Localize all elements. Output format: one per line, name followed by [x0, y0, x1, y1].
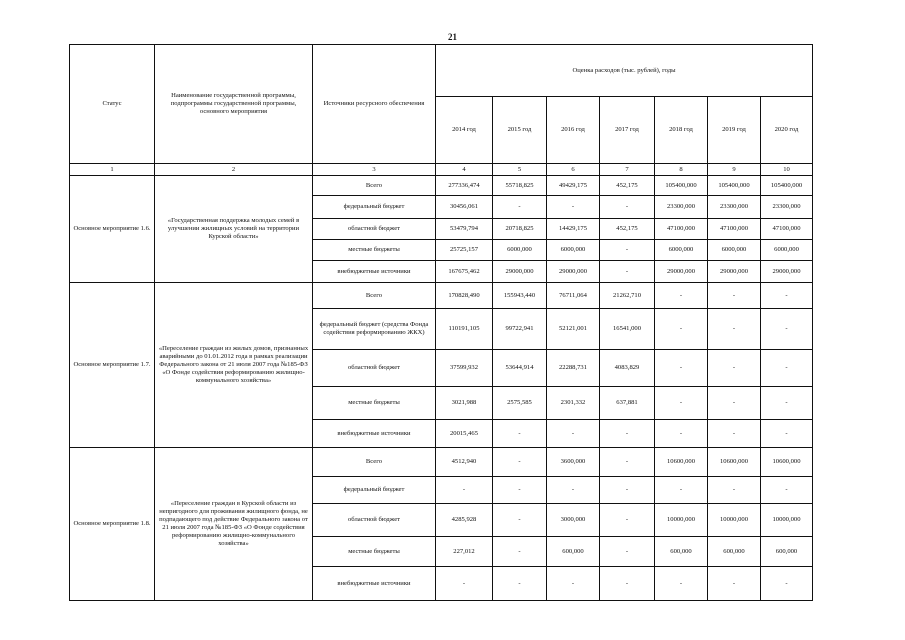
value-cell: -	[547, 477, 600, 504]
value-cell: -	[708, 387, 761, 420]
value-cell: 53644,914	[493, 350, 547, 387]
column-number: 10	[761, 164, 813, 176]
value-cell: -	[761, 477, 813, 504]
value-cell: 2575,585	[493, 387, 547, 420]
value-cell: 4083,829	[600, 350, 655, 387]
column-number: 2	[155, 164, 313, 176]
funding-source-cell: федеральный бюджет (средства Фонда содействия реформированию ЖКХ)	[313, 309, 436, 350]
value-cell: -	[708, 309, 761, 350]
value-cell: -	[761, 309, 813, 350]
header-year: 2015 год	[493, 97, 547, 164]
value-cell: 155943,440	[493, 283, 547, 309]
value-cell: 452,175	[600, 219, 655, 240]
value-cell: 6000,000	[708, 240, 761, 261]
value-cell: -	[655, 350, 708, 387]
value-cell: 20718,825	[493, 219, 547, 240]
value-cell: 55718,825	[493, 176, 547, 196]
value-cell: -	[547, 420, 600, 448]
value-cell: 29000,000	[761, 261, 813, 283]
value-cell: 4285,928	[436, 504, 493, 537]
value-cell: -	[436, 477, 493, 504]
value-cell: 6000,000	[761, 240, 813, 261]
column-number-row	[70, 164, 813, 176]
value-cell: 110191,105	[436, 309, 493, 350]
value-cell: 47100,000	[761, 219, 813, 240]
value-cell: 10000,000	[655, 504, 708, 537]
value-cell: -	[600, 448, 655, 477]
table-header	[70, 45, 813, 176]
funding-source-cell: Всего	[313, 448, 436, 477]
funding-source-cell: внебюджетные источники	[313, 261, 436, 283]
value-cell: 10000,000	[708, 504, 761, 537]
value-cell: 29000,000	[493, 261, 547, 283]
header-year: 2014 год	[436, 97, 493, 164]
table-body	[70, 176, 813, 601]
column-number: 9	[708, 164, 761, 176]
program-name-cell: «Переселение граждан из жилых домов, признанных аварийными до 01.01.2012 года в рамках реализации Федерального закона от 21 июля 2007 года №185-ФЗ «О Фонде содействия реформированию жилищно-коммунального хозяйства»	[155, 283, 313, 448]
value-cell: 99722,941	[493, 309, 547, 350]
value-cell: -	[600, 420, 655, 448]
value-cell: -	[655, 283, 708, 309]
header-year: 2017 год	[600, 97, 655, 164]
page-number: 21	[448, 32, 457, 42]
value-cell: -	[708, 477, 761, 504]
value-cell: 277336,474	[436, 176, 493, 196]
value-cell: -	[708, 350, 761, 387]
header-year: 2016 год	[547, 97, 600, 164]
value-cell: -	[493, 504, 547, 537]
value-cell: 29000,000	[708, 261, 761, 283]
value-cell: 600,000	[708, 537, 761, 567]
value-cell: -	[600, 477, 655, 504]
value-cell: 29000,000	[655, 261, 708, 283]
table-row	[70, 176, 813, 196]
value-cell: -	[547, 567, 600, 601]
value-cell: -	[600, 567, 655, 601]
value-cell: 600,000	[655, 537, 708, 567]
funding-source-cell: местные бюджеты	[313, 240, 436, 261]
table-row	[70, 283, 813, 309]
value-cell: -	[655, 309, 708, 350]
program-name-cell: «Переселение граждан в Курской области из непригодного для проживания жилищного фонда, не подпадающего под действие Федерального закона от 21 июля 2007 года №185-ФЗ «О Фонде содействия реформированию жилищно-коммунального хозяйства»	[155, 448, 313, 601]
value-cell: 53479,794	[436, 219, 493, 240]
value-cell: -	[493, 477, 547, 504]
header-year: 2020 год	[761, 97, 813, 164]
value-cell: 6000,000	[493, 240, 547, 261]
value-cell: -	[493, 567, 547, 601]
value-cell: -	[655, 477, 708, 504]
value-cell: -	[761, 350, 813, 387]
program-name-cell: «Государственная поддержка молодых семей в улучшении жилищных условий на территории Курской области»	[155, 176, 313, 283]
value-cell: 10600,000	[708, 448, 761, 477]
value-cell: 52121,001	[547, 309, 600, 350]
value-cell: -	[493, 196, 547, 219]
table-row	[70, 448, 813, 477]
value-cell: 105400,000	[761, 176, 813, 196]
value-cell: -	[493, 537, 547, 567]
value-cell: 30456,061	[436, 196, 493, 219]
value-cell: 47100,000	[708, 219, 761, 240]
value-cell: -	[600, 537, 655, 567]
value-cell: 600,000	[547, 537, 600, 567]
value-cell: -	[761, 283, 813, 309]
column-number: 3	[313, 164, 436, 176]
value-cell: 3000,000	[547, 504, 600, 537]
value-cell: 14429,175	[547, 219, 600, 240]
budget-table	[69, 44, 813, 601]
funding-source-cell: областной бюджет	[313, 504, 436, 537]
value-cell: 23300,000	[761, 196, 813, 219]
status-cell: Основное мероприятие 1.8.	[70, 448, 155, 601]
value-cell: 2301,332	[547, 387, 600, 420]
value-cell: 16541,000	[600, 309, 655, 350]
value-cell: 25725,157	[436, 240, 493, 261]
value-cell: 4512,940	[436, 448, 493, 477]
header-source: Источники ресурсного обеспечения	[313, 45, 436, 164]
value-cell: 105400,000	[708, 176, 761, 196]
funding-source-cell: федеральный бюджет	[313, 477, 436, 504]
value-cell: 452,175	[600, 176, 655, 196]
value-cell: 6000,000	[547, 240, 600, 261]
funding-source-cell: областной бюджет	[313, 350, 436, 387]
funding-source-cell: областной бюджет	[313, 219, 436, 240]
funding-source-cell: местные бюджеты	[313, 387, 436, 420]
value-cell: -	[655, 567, 708, 601]
column-number: 1	[70, 164, 155, 176]
value-cell: 20015,465	[436, 420, 493, 448]
column-number: 6	[547, 164, 600, 176]
value-cell: -	[600, 196, 655, 219]
value-cell: -	[600, 261, 655, 283]
value-cell: -	[436, 567, 493, 601]
value-cell: 6000,000	[655, 240, 708, 261]
value-cell: -	[708, 283, 761, 309]
funding-source-cell: федеральный бюджет	[313, 196, 436, 219]
header-year: 2018 год	[655, 97, 708, 164]
value-cell: 49429,175	[547, 176, 600, 196]
funding-source-cell: Всего	[313, 283, 436, 309]
value-cell: 76711,064	[547, 283, 600, 309]
value-cell: -	[600, 240, 655, 261]
value-cell: -	[655, 420, 708, 448]
value-cell: 22288,731	[547, 350, 600, 387]
value-cell: 227,012	[436, 537, 493, 567]
value-cell: 23300,000	[708, 196, 761, 219]
header-status: Статус	[70, 45, 155, 164]
value-cell: 37599,932	[436, 350, 493, 387]
value-cell: 23300,000	[655, 196, 708, 219]
status-cell: Основное мероприятие 1.7.	[70, 283, 155, 448]
value-cell: 10600,000	[761, 448, 813, 477]
value-cell: -	[493, 420, 547, 448]
value-cell: 3600,000	[547, 448, 600, 477]
value-cell: -	[708, 567, 761, 601]
value-cell: 47100,000	[655, 219, 708, 240]
header-year: 2019 год	[708, 97, 761, 164]
value-cell: 105400,000	[655, 176, 708, 196]
value-cell: 600,000	[761, 537, 813, 567]
status-cell: Основное мероприятие 1.6.	[70, 176, 155, 283]
value-cell: 21262,710	[600, 283, 655, 309]
funding-source-cell: внебюджетные источники	[313, 567, 436, 601]
column-number: 4	[436, 164, 493, 176]
value-cell: -	[493, 448, 547, 477]
column-number: 8	[655, 164, 708, 176]
funding-source-cell: внебюджетные источники	[313, 420, 436, 448]
value-cell: 10600,000	[655, 448, 708, 477]
value-cell: 637,881	[600, 387, 655, 420]
value-cell: -	[708, 420, 761, 448]
value-cell: -	[655, 387, 708, 420]
value-cell: -	[547, 196, 600, 219]
header-program: Наименование государственной программы, подпрограммы государственной программы, основного мероприятия	[155, 45, 313, 164]
value-cell: 10000,000	[761, 504, 813, 537]
value-cell: -	[761, 387, 813, 420]
value-cell: 167675,462	[436, 261, 493, 283]
funding-source-cell: местные бюджеты	[313, 537, 436, 567]
header-estimate: Оценка расходов (тыс. рублей), годы	[436, 45, 813, 97]
funding-source-cell: Всего	[313, 176, 436, 196]
value-cell: -	[761, 567, 813, 601]
column-number: 7	[600, 164, 655, 176]
value-cell: -	[761, 420, 813, 448]
value-cell: -	[600, 504, 655, 537]
value-cell: 3021,988	[436, 387, 493, 420]
column-number: 5	[493, 164, 547, 176]
value-cell: 170828,490	[436, 283, 493, 309]
value-cell: 29000,000	[547, 261, 600, 283]
